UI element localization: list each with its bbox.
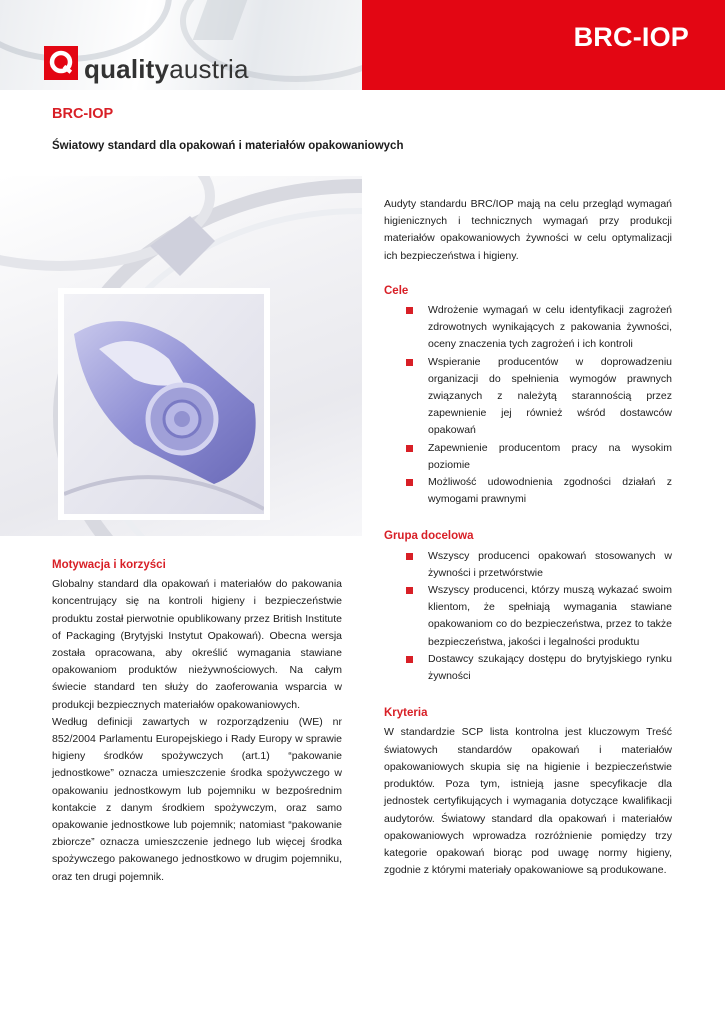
right-column [384,196,672,879]
section-heading-motywacja: Motywacja i korzyści [52,559,166,571]
list-item: Wszyscy producenci, którzy muszą wykazać swoim klientom, że spełniają wymagania stawiane opakowaniom co do bezpieczeństwa, przez to także bezpieczeństwa, jakości i legalności produktu [384,582,672,651]
left-column [52,557,342,886]
list-item: Wspieranie producentów w doprowadzeniu organizacji do spełnienia wymogów prawnych związanych z należytą starannością przez zapewnienie jej również wśród dostawców opakowań [384,354,672,440]
section-heading-cele: Cele [384,284,409,297]
section-heading-grupa: Grupa docelowa [384,530,474,543]
brand-logo-text: qualityaustria [84,54,249,84]
grupa-list [384,548,672,686]
motywacja-paragraph-2: Według definicji zawartych w rozporządzeniu (WE) nr 852/2004 Parlamentu Europejskiego i Rady Europy w sprawie higieny środków spożywczych (art.1) “pakowanie jednostkowe” oznacza umieszczenie środka spożywczego w opakowaniu jednostkowym lub pojemniku w bezpośrednim kontakcie z danym środkiem spożywczym, oraz samo opakowanie jednostkowe lub pojemnik; natomiast “pakowanie zbiorcze” oznacza umieszczenie jednego lub więcej środka spożywczego pakowanego jednostkowo w drugim pojemniku, oraz ten drugi pojemnik. [52,715,342,883]
page-title: BRC-IOP [52,106,114,122]
motywacja-paragraph-1: Globalny standard dla opakowań i materiałów do pakowania koncentrujący się na kontroli higieny i bezpieczeństwie produktu został pierwotnie opublikowany przez British Institute of Packaging (Brytyjski Instytut Opakowań). Obecna wersja została opracowana, aby określić wymagania stawiane opakowaniom produktów nieżywnościowych. Na całym świecie standard ten służy do zaoferowania wsparcia w produkcji bezpiecznych materiałów opakowaniowych. [52,578,342,711]
list-item: Możliwość udowodnienia zgodności działań z wymogami prawnymi [384,474,672,508]
list-item: Wdrożenie wymagań w celu identyfikacji zagrożeń zdrowotnych wynikających z pakowania żywności, oceny znaczenia tych zagrożeń i ich kontroli [384,302,672,354]
page-header [0,0,725,90]
list-item: Wszyscy producenci opakowań stosowanych w żywności i przetwórstwie [384,548,672,582]
intro-paragraph: Audyty standardu BRC/IOP mają na celu przegląd wymagań higienicznych i technicznych wymagań przy produkcji materiałów opakowaniowych żywności w celu optymalizacji ich bezpieczeństwa i higieny. [384,198,672,262]
list-item: Dostawcy szukający dostępu do brytyjskiego rynku żywności [384,651,672,685]
page-subtitle: Światowy standard dla opakowań i materiałów opakowaniowych [52,140,404,152]
can-lid-photo [0,176,362,536]
cele-list [384,302,672,508]
kryteria-paragraph: W standardzie SCP lista kontrolna jest kluczowym Treść światowych standardów opakowań i materiałów opakowaniowych skupia się na higienie i bezpieczeństwie produktów. Poza tym, istnieją jasne specyfikacje dla jednostek certyfikujących i wymagania dotyczące kwalifikacji audytorów. Światowy standard dla opakowań i materiałów opakowaniowych wprowadza rozróżnienie pomiędzy trzy kategorie opakowań biorąc pod uwagę normy higieny, zgodnie z którymi materiały opakowaniowe są produkowane. [384,726,672,877]
section-heading-kryteria: Kryteria [384,707,428,720]
quality-austria-logo-icon [44,46,78,80]
header-red-band [362,0,725,90]
pull-tab-closeup [64,294,264,514]
list-item: Zapewnienie producentom pracy na wysokim poziomie [384,440,672,474]
document-code: BRC-IOP [573,22,689,52]
